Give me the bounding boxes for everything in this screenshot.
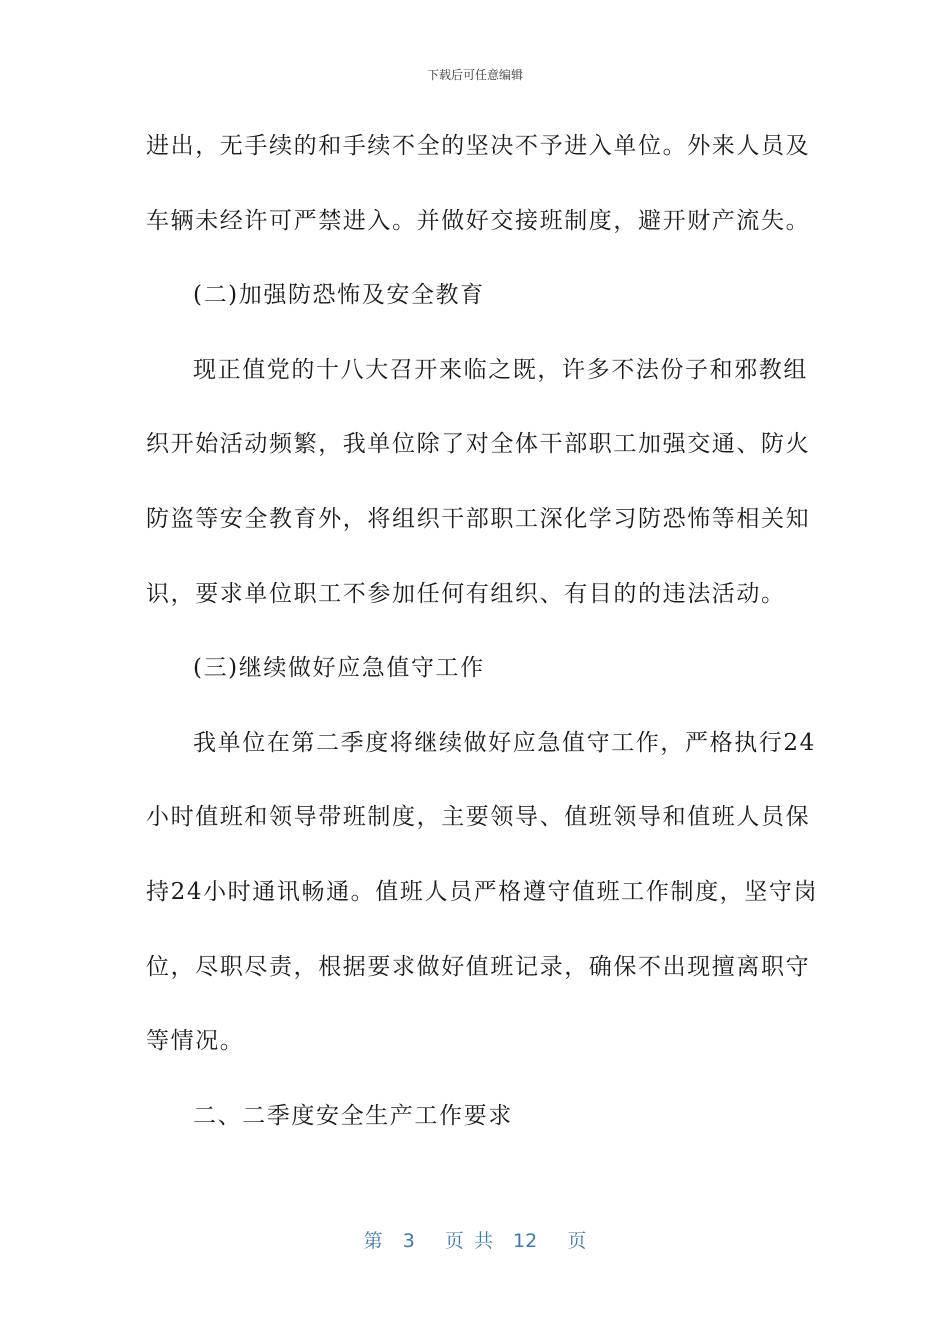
paragraph-line: 防盗等安全教育外，将组织干部职工深化学习防恐怖等相关知 xyxy=(146,505,811,532)
paragraph-line: 小时值班和领导带班制度，主要领导、值班领导和值班人员保 xyxy=(146,804,811,831)
paragraph-line: 织开始活动频繁，我单位除了对全体干部职工加强交通、防火 xyxy=(146,431,811,458)
paragraph-line: 持24小时通讯畅通。值班人员严格遵守值班工作制度，坚守岗 xyxy=(146,878,819,905)
paragraph-line: 等情况。 xyxy=(146,1028,245,1055)
section-heading: (二)加强防恐怖及安全教育 xyxy=(193,282,485,309)
document-body xyxy=(146,125,819,1169)
header-note: 下载后可任意编辑 xyxy=(426,68,523,82)
page-number: 第 3 页 共 12 页 xyxy=(363,1230,587,1252)
paragraph-line: 车辆未经许可严禁进入。并做好交接班制度，避开财产流失。 xyxy=(146,207,811,234)
paragraph-line: 位，尽职尽责，根据要求做好值班记录，确保不出现擅离职守 xyxy=(146,953,811,980)
section-heading: (三)继续做好应急值守工作 xyxy=(193,655,485,682)
section-heading: 二、二季度安全生产工作要求 xyxy=(193,1102,513,1129)
paragraph-line: 进出，无手续的和手续不全的坚决不予进入单位。外来人员及 xyxy=(146,133,811,159)
page-footer xyxy=(0,1226,950,1253)
paragraph-line: 识，要求单位职工不参加任何有组织、有目的的违法活动。 xyxy=(146,580,786,607)
paragraph-line: 现正值党的十八大召开来临之既，许多不法份子和邪教组 xyxy=(193,356,808,383)
paragraph-line: 我单位在第二季度将继续做好应急值守工作，严格执行24 xyxy=(193,729,816,756)
